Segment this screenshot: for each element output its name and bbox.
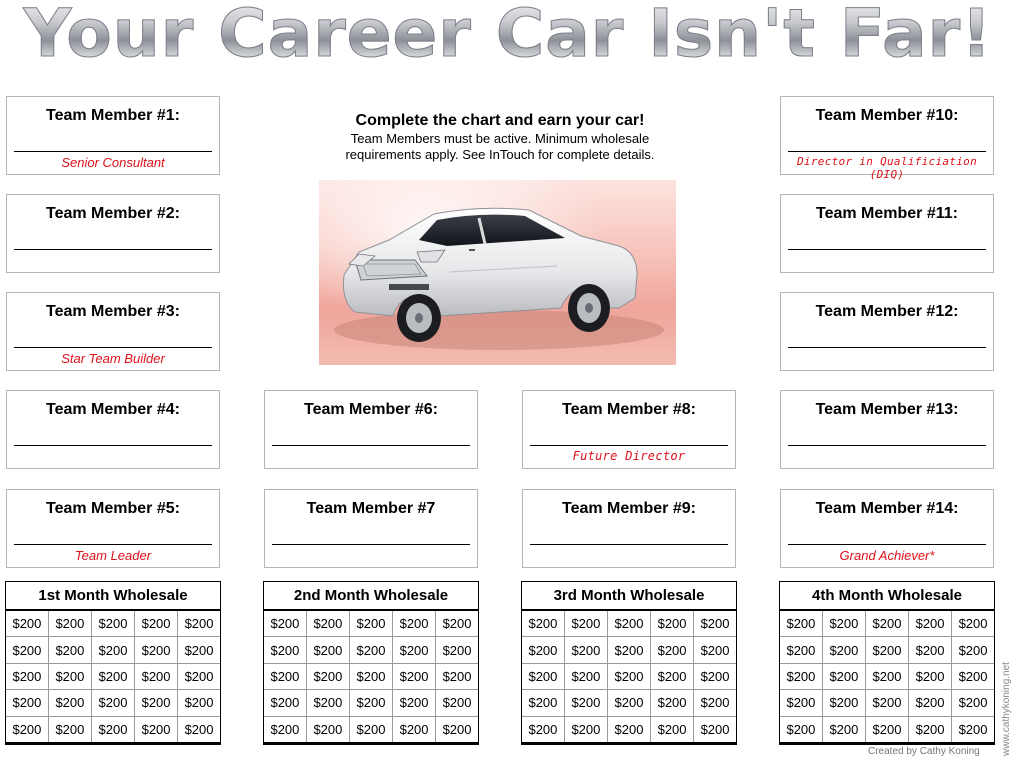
wholesale-row: [6, 690, 220, 716]
wholesale-month-4: [779, 581, 995, 745]
wholesale-cell[interactable]: $200: [91, 690, 134, 716]
wholesale-cell[interactable]: $200: [694, 611, 736, 637]
wholesale-cell[interactable]: $200: [6, 637, 48, 663]
wholesale-cell[interactable]: $200: [306, 663, 349, 689]
role-label: Grand Achiever*: [839, 548, 935, 563]
wholesale-cell[interactable]: $200: [780, 716, 822, 743]
wholesale-cell[interactable]: $200: [6, 716, 48, 743]
team-member-8-box[interactable]: [522, 390, 736, 469]
wholesale-cell[interactable]: $200: [135, 611, 178, 637]
team-member-label: Team Member #6:: [304, 401, 438, 418]
team-member-label: Team Member #8:: [562, 401, 696, 418]
wholesale-cell[interactable]: $200: [522, 611, 564, 637]
wholesale-cell[interactable]: $200: [780, 690, 822, 716]
wholesale-cell[interactable]: $200: [393, 611, 436, 637]
wholesale-grid: [522, 611, 736, 744]
wholesale-cell[interactable]: $200: [306, 611, 349, 637]
wholesale-cell[interactable]: $200: [952, 611, 994, 637]
wholesale-cell[interactable]: $200: [607, 611, 650, 637]
team-member-12-box[interactable]: [780, 292, 994, 371]
wholesale-cell[interactable]: $200: [694, 716, 736, 743]
wholesale-grid: [6, 611, 220, 744]
wholesale-cell[interactable]: $200: [865, 716, 908, 743]
team-member-7-box[interactable]: [264, 489, 478, 568]
wholesale-cell[interactable]: $200: [349, 663, 392, 689]
wholesale-cell[interactable]: $200: [91, 663, 134, 689]
team-member-4-box[interactable]: [6, 390, 220, 469]
team-member-label: Team Member #1:: [46, 107, 180, 124]
wholesale-row: [6, 716, 220, 743]
wholesale-cell[interactable]: $200: [306, 716, 349, 743]
wholesale-cell[interactable]: $200: [865, 663, 908, 689]
wholesale-row: [264, 637, 478, 663]
wholesale-title: 3rd Month Wholesale: [522, 582, 736, 611]
wholesale-cell[interactable]: $200: [264, 637, 306, 663]
wholesale-cell[interactable]: $200: [822, 716, 865, 743]
wholesale-row: [780, 716, 994, 743]
wholesale-cell[interactable]: $200: [564, 663, 607, 689]
wholesale-cell[interactable]: $200: [780, 663, 822, 689]
wholesale-cell[interactable]: $200: [264, 611, 306, 637]
wholesale-cell[interactable]: $200: [135, 716, 178, 743]
name-line: [788, 347, 986, 348]
name-line: [788, 544, 986, 545]
side-credit-text: www.cathykoning.net: [1001, 662, 1012, 756]
wholesale-cell[interactable]: $200: [607, 716, 650, 743]
team-member-label: Team Member #12:: [815, 303, 959, 320]
wholesale-cell[interactable]: $200: [522, 690, 564, 716]
wholesale-cell[interactable]: $200: [909, 690, 952, 716]
team-member-10-box[interactable]: [780, 96, 994, 181]
role-label: Director in Qualificiation (DIQ): [797, 155, 977, 181]
name-line: [788, 151, 986, 152]
wholesale-month-3: [521, 581, 737, 745]
wholesale-cell[interactable]: $200: [909, 716, 952, 743]
wholesale-month-2: [263, 581, 479, 745]
wholesale-row: [780, 663, 994, 689]
team-member-14-box[interactable]: [780, 489, 994, 568]
wholesale-cell[interactable]: $200: [522, 637, 564, 663]
name-line: [788, 249, 986, 250]
wholesale-cell[interactable]: $200: [306, 690, 349, 716]
wholesale-cell[interactable]: $200: [865, 690, 908, 716]
wholesale-cell[interactable]: $200: [393, 637, 436, 663]
wholesale-cell[interactable]: $200: [909, 663, 952, 689]
wholesale-cell[interactable]: $200: [48, 716, 91, 743]
credit-text: Created by Cathy Koning: [868, 746, 980, 757]
wholesale-cell[interactable]: $200: [564, 690, 607, 716]
team-member-3-box[interactable]: [6, 292, 220, 371]
team-member-13-box[interactable]: [780, 390, 994, 469]
wholesale-title: 4th Month Wholesale: [780, 582, 994, 611]
team-member-5-box[interactable]: [6, 489, 220, 568]
wholesale-cell[interactable]: $200: [651, 611, 694, 637]
wholesale-cell[interactable]: $200: [522, 663, 564, 689]
wholesale-row: [522, 637, 736, 663]
wholesale-cell[interactable]: $200: [607, 637, 650, 663]
wholesale-row: [6, 637, 220, 663]
wholesale-cell[interactable]: $200: [564, 611, 607, 637]
wholesale-cell[interactable]: $200: [436, 637, 478, 663]
wholesale-cell[interactable]: $200: [48, 611, 91, 637]
team-member-label: Team Member #3:: [46, 303, 180, 320]
wholesale-row: [522, 690, 736, 716]
wholesale-cell[interactable]: $200: [349, 716, 392, 743]
name-line: [14, 249, 212, 250]
wholesale-cell[interactable]: $200: [91, 637, 134, 663]
wholesale-row: [264, 663, 478, 689]
team-member-6-box[interactable]: [264, 390, 478, 469]
name-line: [14, 445, 212, 446]
role-label: Future Director: [572, 449, 686, 463]
wholesale-cell[interactable]: $200: [393, 716, 436, 743]
team-member-11-box[interactable]: [780, 194, 994, 273]
wholesale-cell[interactable]: $200: [780, 637, 822, 663]
wholesale-cell[interactable]: $200: [822, 637, 865, 663]
team-member-2-box[interactable]: [6, 194, 220, 273]
name-line: [272, 445, 470, 446]
wholesale-grid: [264, 611, 478, 744]
wholesale-row: [6, 611, 220, 637]
team-member-label: Team Member #9:: [562, 500, 696, 517]
wholesale-cell[interactable]: $200: [393, 663, 436, 689]
wholesale-row: [780, 611, 994, 637]
wholesale-cell[interactable]: $200: [522, 716, 564, 743]
role-label: Team Leader: [74, 548, 152, 563]
page-title: Your Career Car Isn't Far!: [0, 0, 1016, 74]
wholesale-cell[interactable]: $200: [264, 663, 306, 689]
wholesale-row: [522, 716, 736, 743]
team-member-label: Team Member #2:: [46, 205, 180, 222]
wholesale-title: 2nd Month Wholesale: [264, 582, 478, 611]
wholesale-cell[interactable]: $200: [651, 637, 694, 663]
team-member-label: Team Member #5:: [46, 500, 180, 517]
wholesale-cell[interactable]: $200: [349, 611, 392, 637]
wholesale-cell[interactable]: $200: [436, 611, 478, 637]
wholesale-cell[interactable]: $200: [694, 663, 736, 689]
wholesale-cell[interactable]: $200: [952, 690, 994, 716]
wholesale-cell[interactable]: $200: [651, 716, 694, 743]
team-member-9-box[interactable]: [522, 489, 736, 568]
car-illustration: [319, 180, 676, 365]
wholesale-cell[interactable]: $200: [135, 663, 178, 689]
wholesale-cell[interactable]: $200: [178, 716, 220, 743]
wholesale-cell[interactable]: $200: [436, 690, 478, 716]
wholesale-row: [780, 690, 994, 716]
wholesale-cell[interactable]: $200: [178, 611, 220, 637]
team-member-label: Team Member #13:: [815, 401, 959, 418]
wholesale-cell[interactable]: $200: [865, 637, 908, 663]
team-member-label: Team Member #10:: [815, 107, 959, 124]
wholesale-cell[interactable]: $200: [909, 637, 952, 663]
wholesale-row: [522, 663, 736, 689]
wholesale-cell[interactable]: $200: [436, 716, 478, 743]
wholesale-row: [780, 637, 994, 663]
wholesale-cell[interactable]: $200: [651, 690, 694, 716]
wholesale-row: [6, 663, 220, 689]
wholesale-cell[interactable]: $200: [952, 663, 994, 689]
team-member-label: Team Member #4:: [46, 401, 180, 418]
wholesale-cell[interactable]: $200: [909, 611, 952, 637]
role-label: Star Team Builder: [61, 351, 165, 366]
wholesale-cell[interactable]: $200: [6, 690, 48, 716]
wholesale-cell[interactable]: $200: [822, 663, 865, 689]
wholesale-cell[interactable]: $200: [306, 637, 349, 663]
wholesale-cell[interactable]: $200: [607, 690, 650, 716]
wholesale-cell[interactable]: $200: [952, 637, 994, 663]
wholesale-cell[interactable]: $200: [865, 611, 908, 637]
name-line: [530, 544, 728, 545]
wholesale-row: [264, 611, 478, 637]
wholesale-cell[interactable]: $200: [91, 611, 134, 637]
team-member-label: Team Member #11:: [816, 205, 958, 222]
wholesale-month-1: [5, 581, 221, 745]
name-line: [14, 544, 212, 545]
wholesale-cell[interactable]: $200: [436, 663, 478, 689]
wholesale-cell[interactable]: $200: [564, 716, 607, 743]
wholesale-cell[interactable]: $200: [178, 637, 220, 663]
wholesale-cell[interactable]: $200: [952, 716, 994, 743]
team-member-1-box[interactable]: [6, 96, 220, 175]
wholesale-title: 1st Month Wholesale: [6, 582, 220, 611]
wholesale-cell[interactable]: $200: [822, 611, 865, 637]
name-line: [272, 544, 470, 545]
team-member-label: Team Member #14:: [815, 500, 959, 517]
wholesale-cell[interactable]: $200: [651, 663, 694, 689]
intro-text: [300, 112, 700, 163]
name-line: [14, 151, 212, 152]
wholesale-cell[interactable]: $200: [48, 637, 91, 663]
wholesale-cell[interactable]: $200: [264, 690, 306, 716]
team-member-label: Team Member #7: [306, 500, 436, 517]
wholesale-cell[interactable]: $200: [564, 637, 607, 663]
intro-headline: Complete the chart and earn your car!: [355, 112, 645, 129]
wholesale-cell[interactable]: $200: [349, 690, 392, 716]
name-line: [788, 445, 986, 446]
wholesale-cell[interactable]: $200: [393, 690, 436, 716]
wholesale-cell[interactable]: $200: [135, 690, 178, 716]
wholesale-cell[interactable]: $200: [48, 663, 91, 689]
wholesale-cell[interactable]: $200: [135, 637, 178, 663]
name-line: [14, 347, 212, 348]
wholesale-cell[interactable]: $200: [780, 611, 822, 637]
wholesale-cell[interactable]: $200: [178, 690, 220, 716]
wholesale-cell[interactable]: $200: [694, 637, 736, 663]
wholesale-row: [522, 611, 736, 637]
wholesale-cell[interactable]: $200: [91, 716, 134, 743]
name-line: [530, 445, 728, 446]
wholesale-cell[interactable]: $200: [264, 716, 306, 743]
car-image: [319, 180, 676, 365]
wholesale-cell[interactable]: $200: [607, 663, 650, 689]
wholesale-row: [264, 716, 478, 743]
wholesale-cell[interactable]: $200: [6, 611, 48, 637]
wholesale-row: [264, 690, 478, 716]
wholesale-cell[interactable]: $200: [822, 690, 865, 716]
wholesale-grid: [780, 611, 994, 744]
role-label: Senior Consultant: [61, 155, 165, 170]
wholesale-cell[interactable]: $200: [178, 663, 220, 689]
wholesale-cell[interactable]: $200: [349, 637, 392, 663]
intro-details: Team Members must be active. Minimum wholesale requirements apply. See InTouch for complete details.: [345, 131, 655, 162]
wholesale-cell[interactable]: $200: [48, 690, 91, 716]
wholesale-cell[interactable]: $200: [6, 663, 48, 689]
wholesale-cell[interactable]: $200: [694, 690, 736, 716]
